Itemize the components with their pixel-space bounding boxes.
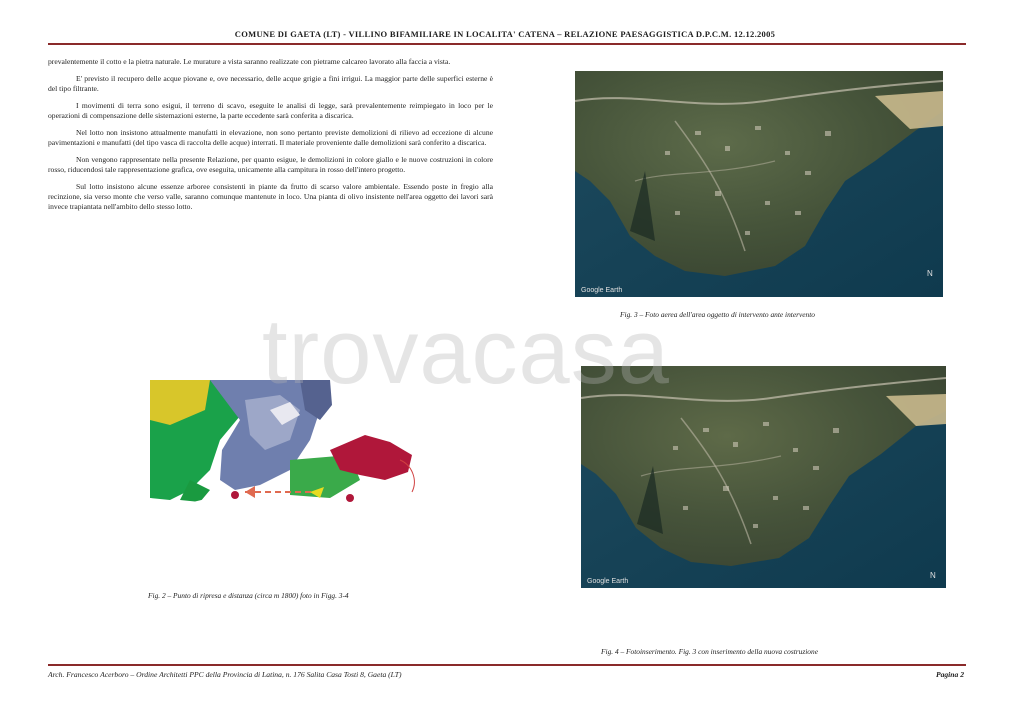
watermark-logo: trovacasa — [262, 301, 670, 403]
paragraph: Nel lotto non insistono attualmente manufatti in elevazione, non sono pertanto previste demolizioni di rilievo ad eccezione di alcune pavimentazioni e manufatti (del tipo vasca di raccolta delle acque) interrati. Il materiale proveniente dalle demolizioni sarà conferito a discarica. — [48, 128, 493, 147]
paragraph: Non vengono rappresentate nella presente Relazione, per quanto esigue, le demolizioni in colore giallo e le nuove costruzioni in colore rosso, riducendosi tale rappresentazione grafica, ove eseguita, unicamente alla campitura in rosso dell'intero progetto. — [48, 155, 493, 174]
footer-author: Arch. Francesco Acerboro – Ordine Architetti PPC della Provincia di Latina, n. 176 Salita Casa Tosti 8, Gaeta (LT) — [48, 670, 402, 679]
footer-divider — [48, 664, 966, 666]
google-earth-logo: Google Earth — [587, 578, 629, 585]
figure-2-caption: Fig. 2 – Punto di ripresa e distanza (circa m 1800) foto in Figg. 3-4 — [148, 591, 349, 600]
aerial-photo-before — [575, 71, 943, 297]
page-header-title: COMUNE DI GAETA (LT) - VILLINO BIFAMILIARE IN LOCALITA' CATENA – RELAZIONE PAESAGGISTICA D.P.C.M. 12.12.2005 — [234, 29, 776, 39]
page-number: Pagina 2 — [935, 670, 964, 679]
paragraph: Sul lotto insistono alcune essenze arboree consistenti in piante da frutto di scarso valore ambientale. Essendo poste in fregio alla recinzione, sia verso monte che verso valle, saranno comunque mantenute in loco. Una pianta di olivo insistente nell'area oggetto dei lavori sarà invece trapiantata nell'ambito dello stesso lotto. — [48, 182, 493, 211]
paragraph: E' previsto il recupero delle acque piovane e, ove necessario, delle acque grigie a fini irrigui. La maggior parte delle superfici esterne è del tipo filtrante. — [48, 74, 493, 93]
header-divider — [48, 43, 966, 45]
north-arrow-icon: N — [930, 571, 936, 580]
figure-3-caption: Fig. 3 – Foto aerea dell'area oggetto di intervento ante intervento — [620, 310, 815, 319]
north-arrow-icon: N — [927, 269, 933, 278]
paragraph: I movimenti di terra sono esigui, il terreno di scavo, eseguite le analisi di legge, sarà prevalentemente reimpiegato in loco per le operazioni di compensazione delle sistemazioni esterne, la parte eccedente sarà conferita a discarica. — [48, 101, 493, 120]
paragraph: prevalentemente il cotto e la pietra naturale. Le murature a vista saranno realizzate con pietrame calcareo lavorato alla faccia a vista. — [48, 57, 451, 66]
google-earth-logo: Google Earth — [581, 287, 623, 294]
aerial-photo-before-image — [575, 71, 943, 297]
body-text — [48, 57, 493, 219]
figure-4-caption: Fig. 4 – Fotoinserimento. Fig. 3 con inserimento della nuova costruzione — [601, 647, 818, 656]
